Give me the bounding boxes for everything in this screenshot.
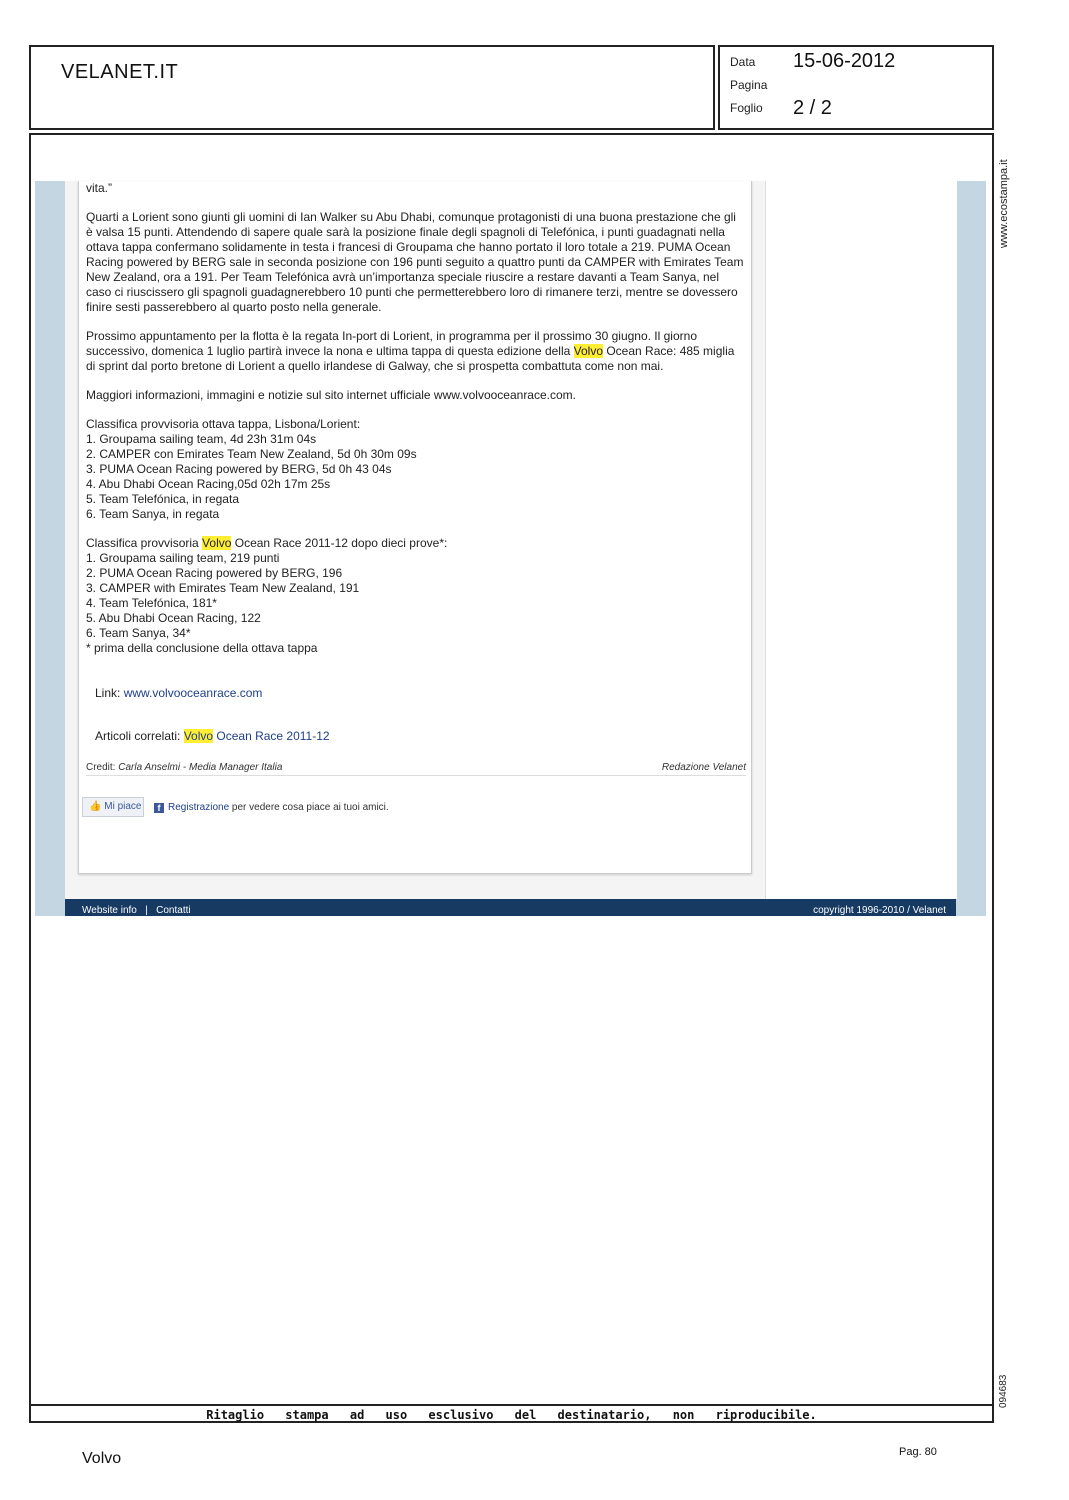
like-button[interactable]: 👍 Mi piace bbox=[82, 797, 144, 817]
list-item: 1. Groupama sailing team, 4d 23h 31m 04s bbox=[86, 432, 317, 446]
list-item: 6. Team Sanya, 34* bbox=[86, 626, 191, 640]
list-item: 5. Team Telefónica, in regata bbox=[86, 492, 239, 506]
facebook-icon: f bbox=[154, 803, 164, 813]
list-item: 3. PUMA Ocean Racing powered by BERG, 5d 0h 43 04s bbox=[86, 462, 392, 476]
page-label: Pagina bbox=[730, 78, 768, 92]
link-row bbox=[95, 686, 262, 700]
list-item: 6. Team Sanya, in regata bbox=[86, 507, 220, 521]
list-item: 3. CAMPER with Emirates Team New Zealand, 191 bbox=[86, 581, 360, 595]
header-publication-box bbox=[29, 45, 715, 130]
link-label: Link: bbox=[95, 686, 124, 700]
facebook-register-row: f Registrazione per vedere cosa piace ai tuoi amici. bbox=[154, 802, 389, 813]
credit-editorial: Redazione Velanet bbox=[661, 762, 746, 773]
highlight-volvo: Volvo bbox=[202, 536, 232, 550]
side-code: 094683 bbox=[998, 1374, 1009, 1408]
sheet-label: Foglio bbox=[730, 101, 763, 115]
side-website: www.ecostampa.it bbox=[998, 159, 1010, 248]
list-item: 4. Team Telefónica, 181* bbox=[86, 596, 217, 610]
credit-label: Credit: bbox=[86, 762, 119, 773]
list-item: 4. Abu Dhabi Ocean Racing,05d 02h 17m 25s bbox=[86, 477, 331, 491]
highlight-volvo: Volvo bbox=[573, 344, 603, 358]
web-background-left bbox=[35, 181, 65, 916]
list-item: 5. Abu Dhabi Ocean Racing, 122 bbox=[86, 611, 261, 625]
list-item: 2. PUMA Ocean Racing powered by BERG, 196 bbox=[86, 566, 343, 580]
register-link[interactable]: Registrazione bbox=[168, 802, 230, 813]
overall-ranking bbox=[86, 536, 746, 656]
site-footer-bar bbox=[65, 899, 956, 916]
copyright-text: copyright 1996-2010 / Velanet bbox=[813, 905, 946, 916]
article-paragraph-1: Quarti a Lorient sono giunti gli uomini di Ian Walker su Abu Dhabi, comunque protagonisti di una buona prestazione che gli è valsa 15 punti. Attendendo di sapere quale sarà la posizione finale degli spagnoli di Telefónica, i punti guadagnati nella ottava tappa confermano solidamente in testa i francesi di Groupama che hanno portato il loro totale a 219. PUMA Ocean Racing powered by BERG sale in seconda posizione con 196 punti seguito a quattro punti da CAMPER with Emirates Team New Zealand, ora a 191. Per Team Telefónica avrà un’importanza speciale riuscire a restare davanti a Team Sanya, nel caso ci riuscissero gli spagnoli guadagnerebbero 10 punti che permetterebbero loro di rimanere terzi, mentre se dovessero finire sesti passerebbero al quarto posto nella generale. bbox=[86, 210, 744, 314]
footer-keyword: Volvo bbox=[82, 1450, 122, 1467]
credit-author: Carla Anselmi - Media Manager Italia bbox=[118, 762, 283, 773]
official-site-link[interactable]: www.volvooceanrace.com bbox=[123, 686, 263, 700]
related-article-link[interactable]: Volvo Ocean Race 2011-12 bbox=[183, 729, 330, 743]
page-number: Pag. 80 bbox=[899, 1446, 937, 1458]
related-label: Articoli correlati: bbox=[95, 729, 184, 743]
header-meta-box bbox=[718, 45, 994, 130]
article-body bbox=[86, 181, 746, 670]
article-paragraph-0: vita.” bbox=[86, 181, 113, 195]
date-label: Data bbox=[730, 55, 756, 69]
footer-separator: | bbox=[145, 905, 148, 916]
disclaimer-text: Ritaglio stampa ad uso esclusivo del destinatario, non riproducibile. bbox=[29, 1404, 994, 1424]
credit-row bbox=[86, 762, 746, 776]
date-value: 15-06-2012 bbox=[793, 50, 896, 72]
article-paragraph-2: Prossimo appuntamento per la flotta è la regata In-port di Lorient, in programma per il prossimo 30 giugno. Il giorno successivo, domenica 1 luglio partirà invece la nona e ultima tappa di questa edizione della Volvo Ocean Race: 485 miglia di sprint dal porto bretone di Lorient a quello irlandese di Galway, che si prospetta combattuta come non mai. bbox=[86, 329, 735, 373]
contacts-link[interactable]: Contatti bbox=[156, 905, 191, 916]
related-articles-row bbox=[95, 729, 330, 743]
web-background-right bbox=[956, 181, 986, 916]
sheet-value: 2 / 2 bbox=[793, 97, 832, 119]
stage-ranking-title: Classifica provvisoria ottava tappa, Lisbona/Lorient: bbox=[86, 417, 361, 431]
website-info-link[interactable]: Website info bbox=[82, 905, 137, 916]
publication-title: VELANET.IT bbox=[61, 61, 179, 83]
list-item: 2. CAMPER con Emirates Team New Zealand, 5d 0h 30m 09s bbox=[86, 447, 417, 461]
list-item: * prima della conclusione della ottava tappa bbox=[86, 641, 318, 655]
stage-ranking bbox=[86, 417, 746, 522]
list-item: 1. Groupama sailing team, 219 punti bbox=[86, 551, 280, 565]
web-sidebar-column bbox=[765, 181, 957, 899]
article-paragraph-3: Maggiori informazioni, immagini e notizie sul sito internet ufficiale www.volvooceanrace.com. bbox=[86, 388, 576, 402]
overall-ranking-title: Classifica provvisoria Volvo Ocean Race 2011-12 dopo dieci prove*: bbox=[86, 536, 448, 550]
thumbs-up-icon: 👍 bbox=[89, 801, 102, 812]
